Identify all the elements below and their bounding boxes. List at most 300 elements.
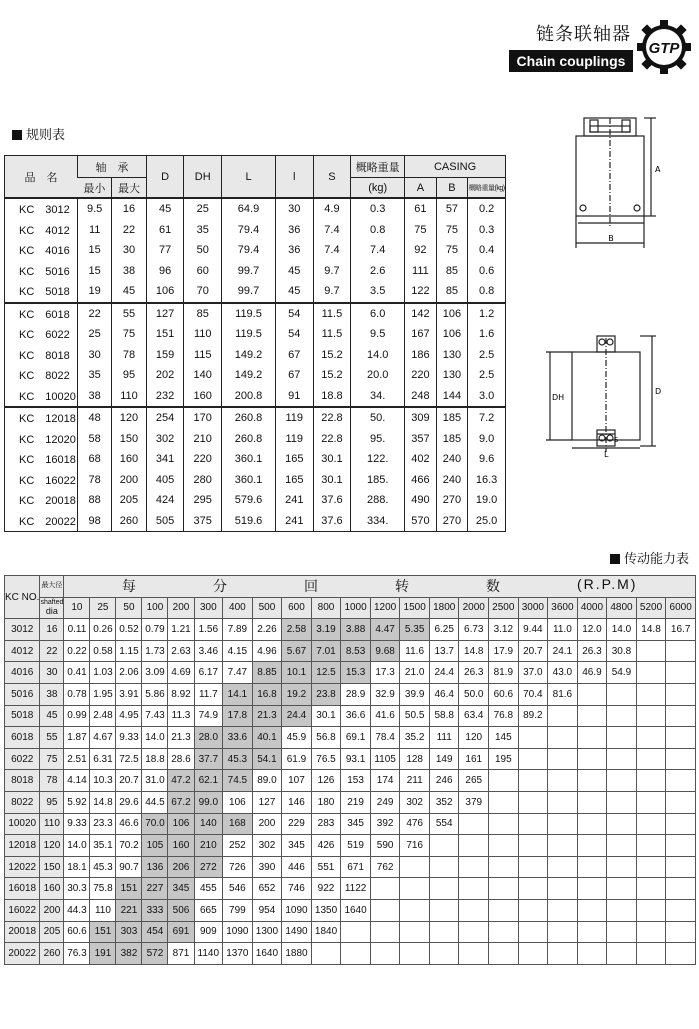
power-cell xyxy=(666,835,696,857)
spec-cell: 20.0 xyxy=(351,365,405,386)
power-cell: 47.2 xyxy=(168,770,194,792)
spec-row xyxy=(5,407,506,429)
spec-cell: 0.8 xyxy=(351,220,405,241)
spec-cell: 200 xyxy=(112,470,147,491)
power-cell: 726 xyxy=(223,856,253,878)
power-cell xyxy=(577,835,607,857)
power-cell xyxy=(666,727,696,749)
power-cell xyxy=(489,943,519,965)
power-cell xyxy=(400,899,430,921)
col-shaft-dia: shafted dia xyxy=(40,597,64,619)
power-cell: 106 xyxy=(168,813,194,835)
kc-model: 12018 xyxy=(5,835,40,857)
spec-cell: 78 xyxy=(112,345,147,366)
power-cell xyxy=(518,943,548,965)
power-cell: 6.17 xyxy=(194,662,223,684)
spec-cell: 0.4 xyxy=(468,240,506,261)
spec-cell: 165 xyxy=(275,470,313,491)
power-cell: 18.8 xyxy=(142,748,168,770)
power-cell: 392 xyxy=(370,813,400,835)
power-cell xyxy=(429,856,459,878)
kc-model: 8018 xyxy=(5,770,40,792)
power-cell: 665 xyxy=(194,899,223,921)
power-cell: 195 xyxy=(489,748,519,770)
spec-cell: 149.2 xyxy=(222,365,276,386)
power-cell: 105 xyxy=(142,835,168,857)
spec-cell: 75 xyxy=(405,220,437,241)
power-cell: 1840 xyxy=(311,921,341,943)
power-cell xyxy=(636,813,666,835)
spec-cell: 11.5 xyxy=(313,324,351,345)
spec-cell: 54 xyxy=(275,324,313,345)
power-cell: 26.3 xyxy=(577,640,607,662)
power-cell: 1140 xyxy=(194,943,223,965)
power-cell: 0.78 xyxy=(64,683,90,705)
power-cell: 454 xyxy=(142,921,168,943)
power-cell xyxy=(636,662,666,684)
spec-cell: 220 xyxy=(405,365,437,386)
power-cell xyxy=(489,835,519,857)
page-title-cn: 链条联轴器 xyxy=(536,24,631,45)
power-cell xyxy=(636,683,666,705)
spec-cell: 106 xyxy=(146,281,184,303)
col-kc-no: KC NO. xyxy=(5,576,40,619)
power-cell: 476 xyxy=(400,813,430,835)
power-cell: 333 xyxy=(142,899,168,921)
spec-cell: 122 xyxy=(405,281,437,303)
power-cell: 63.4 xyxy=(459,705,489,727)
power-row xyxy=(5,640,696,662)
power-cell: 60.6 xyxy=(489,683,519,705)
power-cell: 10.1 xyxy=(282,662,312,684)
power-cell: 554 xyxy=(429,813,459,835)
power-cell: 146 xyxy=(282,791,312,813)
power-cell xyxy=(577,943,607,965)
power-cell: 746 xyxy=(282,878,312,900)
spec-cell: 2.6 xyxy=(351,261,405,282)
power-row xyxy=(5,813,696,835)
power-cell: 24.4 xyxy=(429,662,459,684)
power-cell: 191 xyxy=(90,943,116,965)
spec-cell: 165 xyxy=(275,449,313,470)
power-cell xyxy=(429,835,459,857)
power-cell: 3.09 xyxy=(142,662,168,684)
power-cell xyxy=(341,943,371,965)
power-cell: 46.4 xyxy=(429,683,459,705)
col-B: B xyxy=(436,178,468,199)
power-row xyxy=(5,770,696,792)
power-cell: 13.7 xyxy=(429,640,459,662)
spec-cell: 309 xyxy=(405,407,437,429)
spec-cell: 334. xyxy=(351,511,405,532)
power-cell xyxy=(548,943,578,965)
power-cell: 14.0 xyxy=(64,835,90,857)
spec-cell: 79.4 xyxy=(222,220,276,241)
spec-cell: 270 xyxy=(436,490,468,511)
power-cell: 15.3 xyxy=(341,662,371,684)
power-cell: 74.9 xyxy=(194,705,223,727)
power-cell: 32.9 xyxy=(370,683,400,705)
spec-cell: 341 xyxy=(146,449,184,470)
spec-cell: 570 xyxy=(405,511,437,532)
power-cell: 572 xyxy=(142,943,168,965)
spec-cell: 61 xyxy=(405,198,437,220)
spec-row xyxy=(5,511,506,532)
spec-cell: 519.6 xyxy=(222,511,276,532)
spec-cell: 7.2 xyxy=(468,407,506,429)
power-cell xyxy=(400,921,430,943)
power-cell: 0.79 xyxy=(142,619,168,641)
power-cell: 219 xyxy=(341,791,371,813)
power-cell: 426 xyxy=(311,835,341,857)
power-cell xyxy=(636,791,666,813)
spec-cell: 241 xyxy=(275,511,313,532)
power-cell: 9.33 xyxy=(64,813,90,835)
model-name: KC 16022 xyxy=(19,474,76,487)
power-cell xyxy=(548,791,578,813)
power-cell: 35.2 xyxy=(400,727,430,749)
power-cell: 206 xyxy=(168,856,194,878)
speed-header: 500 xyxy=(252,597,282,619)
spec-cell: 0.8 xyxy=(468,281,506,303)
power-cell xyxy=(370,921,400,943)
power-row xyxy=(5,683,696,705)
spec-row xyxy=(5,240,506,261)
power-cell: 272 xyxy=(194,856,223,878)
spec-cell: 34. xyxy=(351,386,405,408)
power-cell: 50.5 xyxy=(400,705,430,727)
col-casing-weight: 概略重量(kg) xyxy=(468,178,506,199)
power-cell xyxy=(548,813,578,835)
power-cell: 922 xyxy=(311,878,341,900)
spec-cell: 45 xyxy=(112,281,147,303)
spec-cell: 270 xyxy=(436,511,468,532)
spec-cell: 19.0 xyxy=(468,490,506,511)
power-cell: 691 xyxy=(168,921,194,943)
spec-cell: 7.4 xyxy=(313,220,351,241)
power-cell xyxy=(459,921,489,943)
shaft-dia: 45 xyxy=(40,705,64,727)
power-cell xyxy=(370,943,400,965)
square-bullet-icon xyxy=(610,554,620,564)
power-cell: 446 xyxy=(282,856,312,878)
power-cell: 153 xyxy=(341,770,371,792)
spec-cell: 64.9 xyxy=(222,198,276,220)
power-cell: 762 xyxy=(370,856,400,878)
spec-cell: 119 xyxy=(275,429,313,450)
spec-row xyxy=(5,490,506,511)
power-cell xyxy=(489,899,519,921)
col-weight: 概略重量 xyxy=(351,156,405,178)
kc-model: 12022 xyxy=(5,856,40,878)
spec-cell: 70 xyxy=(184,281,222,303)
speed-header: 4000 xyxy=(577,597,607,619)
spec-cell: 240 xyxy=(436,449,468,470)
col-l: l xyxy=(275,156,313,199)
power-cell xyxy=(636,943,666,965)
spec-cell: 220 xyxy=(184,449,222,470)
shaft-dia: 22 xyxy=(40,640,64,662)
col-bore-min: 最小 xyxy=(78,178,112,199)
power-cell: 4.69 xyxy=(168,662,194,684)
power-cell xyxy=(636,878,666,900)
spec-cell: 232 xyxy=(146,386,184,408)
power-cell: 0.41 xyxy=(64,662,90,684)
spec-cell: 360.1 xyxy=(222,470,276,491)
col-L: L xyxy=(222,156,276,199)
power-cell: 30.3 xyxy=(64,878,90,900)
spec-cell: 505 xyxy=(146,511,184,532)
spec-cell: 48 xyxy=(78,407,112,429)
spec-cell: 149.2 xyxy=(222,345,276,366)
power-cell: 35.1 xyxy=(90,835,116,857)
power-cell xyxy=(577,770,607,792)
power-cell xyxy=(429,943,459,965)
spec-cell: 3.0 xyxy=(468,386,506,408)
spec-cell: 95 xyxy=(112,365,147,386)
power-cell: 379 xyxy=(459,791,489,813)
power-cell: 0.26 xyxy=(90,619,116,641)
power-cell: 70.4 xyxy=(518,683,548,705)
spec-row xyxy=(5,220,506,241)
power-cell xyxy=(607,878,637,900)
spec-cell: 0.6 xyxy=(468,261,506,282)
power-cell xyxy=(666,662,696,684)
spec-cell: 1.6 xyxy=(468,324,506,345)
power-cell: 2.48 xyxy=(90,705,116,727)
spec-cell: 99.7 xyxy=(222,261,276,282)
spec-row xyxy=(5,281,506,303)
power-cell xyxy=(666,921,696,943)
power-cell: 46.9 xyxy=(577,662,607,684)
spec-cell: 144 xyxy=(436,386,468,408)
spec-cell: 3.5 xyxy=(351,281,405,303)
power-cell xyxy=(607,813,637,835)
speed-header: 1200 xyxy=(370,597,400,619)
power-cell: 180 xyxy=(311,791,341,813)
power-cell: 8.92 xyxy=(168,683,194,705)
spec-cell: 25.0 xyxy=(468,511,506,532)
kc-model: 5016 xyxy=(5,683,40,705)
spec-cell: 185 xyxy=(436,429,468,450)
power-row xyxy=(5,705,696,727)
power-cell xyxy=(607,943,637,965)
power-cell: 56.8 xyxy=(311,727,341,749)
power-cell xyxy=(666,856,696,878)
power-cell: 11.3 xyxy=(168,705,194,727)
spec-cell: 106 xyxy=(436,303,468,325)
col-bore: 轴 承 xyxy=(78,156,147,178)
spec-cell: 75 xyxy=(436,240,468,261)
power-cell xyxy=(518,727,548,749)
speed-header: 2000 xyxy=(459,597,489,619)
power-cell: 110 xyxy=(90,899,116,921)
power-cell: 40.1 xyxy=(252,727,282,749)
svg-text:A: A xyxy=(655,165,661,174)
spec-cell: 9.7 xyxy=(313,281,351,303)
spec-cell: 150 xyxy=(112,429,147,450)
shaft-dia: 160 xyxy=(40,878,64,900)
power-cell: 11.7 xyxy=(194,683,223,705)
spec-cell: 1.2 xyxy=(468,303,506,325)
power-cell: 7.43 xyxy=(142,705,168,727)
speed-header: 1000 xyxy=(341,597,371,619)
spec-cell: 45 xyxy=(275,261,313,282)
kc-model: 8022 xyxy=(5,791,40,813)
spec-cell: 288. xyxy=(351,490,405,511)
kc-model: 3012 xyxy=(5,619,40,641)
power-cell: 14.8 xyxy=(90,791,116,813)
power-cell: 81.9 xyxy=(489,662,519,684)
kc-model: 10020 xyxy=(5,813,40,835)
power-cell: 111 xyxy=(429,727,459,749)
speed-header: 300 xyxy=(194,597,223,619)
power-cell: 345 xyxy=(282,835,312,857)
spec-row xyxy=(5,324,506,345)
power-cell: 519 xyxy=(341,835,371,857)
power-cell: 29.6 xyxy=(116,791,142,813)
speed-header: 1800 xyxy=(429,597,459,619)
power-cell: 76.3 xyxy=(64,943,90,965)
power-cell: 1880 xyxy=(282,943,312,965)
power-cell: 17.9 xyxy=(489,640,519,662)
power-cell xyxy=(489,791,519,813)
power-cell: 39.9 xyxy=(400,683,430,705)
power-cell: 33.6 xyxy=(223,727,253,749)
power-cell: 18.1 xyxy=(64,856,90,878)
spec-cell: 110 xyxy=(112,386,147,408)
power-cell: 120 xyxy=(459,727,489,749)
spec-cell: 0.3 xyxy=(468,220,506,241)
spec-section-title: 规则表 xyxy=(12,124,65,143)
power-cell xyxy=(577,878,607,900)
spec-cell: 30.1 xyxy=(313,470,351,491)
power-cell xyxy=(548,835,578,857)
power-cell: 44.3 xyxy=(64,899,90,921)
power-cell xyxy=(577,899,607,921)
model-name: KC 20018 xyxy=(19,495,76,508)
spec-cell: 55 xyxy=(112,303,147,325)
spec-cell: 120 xyxy=(112,407,147,429)
power-cell: 546 xyxy=(223,878,253,900)
power-cell: 4.96 xyxy=(252,640,282,662)
power-cell: 1.15 xyxy=(116,640,142,662)
spec-cell: 357 xyxy=(405,429,437,450)
power-cell: 11.0 xyxy=(548,619,578,641)
power-cell xyxy=(489,770,519,792)
spec-cell: 260.8 xyxy=(222,407,276,429)
power-cell: 9.44 xyxy=(518,619,548,641)
power-cell: 16.8 xyxy=(252,683,282,705)
power-cell: 17.3 xyxy=(370,662,400,684)
col-D: D xyxy=(146,156,184,199)
power-cell: 90.7 xyxy=(116,856,142,878)
power-cell xyxy=(518,878,548,900)
power-cell xyxy=(607,683,637,705)
power-cell xyxy=(548,705,578,727)
model-name: KC 5016 xyxy=(19,265,70,278)
power-cell xyxy=(548,878,578,900)
model-name: KC 6022 xyxy=(19,329,70,342)
power-cell: 227 xyxy=(142,878,168,900)
model-name: KC 5018 xyxy=(19,286,70,299)
power-cell: 54.9 xyxy=(607,662,637,684)
shaft-dia: 205 xyxy=(40,921,64,943)
power-row xyxy=(5,619,696,641)
power-cell xyxy=(666,943,696,965)
power-cell: 126 xyxy=(311,770,341,792)
power-cell: 28.0 xyxy=(194,727,223,749)
power-cell xyxy=(666,899,696,921)
power-cell xyxy=(518,856,548,878)
power-row xyxy=(5,791,696,813)
model-name: KC 3012 xyxy=(5,198,78,220)
spec-cell: 37.6 xyxy=(313,511,351,532)
power-cell: 2.63 xyxy=(168,640,194,662)
power-cell xyxy=(518,899,548,921)
spec-cell: 466 xyxy=(405,470,437,491)
power-cell: 1.73 xyxy=(142,640,168,662)
power-cell xyxy=(459,856,489,878)
power-cell xyxy=(548,770,578,792)
power-cell xyxy=(459,899,489,921)
power-cell: 70.2 xyxy=(116,835,142,857)
power-cell: 5.92 xyxy=(64,791,90,813)
power-cell xyxy=(607,770,637,792)
spec-cell: 9.7 xyxy=(313,261,351,282)
spec-cell: 45 xyxy=(146,198,184,220)
power-cell: 252 xyxy=(223,835,253,857)
coupling-drawing xyxy=(542,330,672,460)
spec-cell: 130 xyxy=(436,345,468,366)
spec-cell: 260.8 xyxy=(222,429,276,450)
power-cell: 3.46 xyxy=(194,640,223,662)
speed-header: 3600 xyxy=(548,597,578,619)
power-cell xyxy=(518,791,548,813)
spec-cell: 11 xyxy=(78,220,112,241)
power-cell: 302 xyxy=(400,791,430,813)
speed-header: 3000 xyxy=(518,597,548,619)
speed-header: 6000 xyxy=(666,597,696,619)
power-cell: 14.0 xyxy=(142,727,168,749)
power-row xyxy=(5,748,696,770)
power-cell: 24.4 xyxy=(282,705,312,727)
speed-header: 200 xyxy=(168,597,194,619)
power-cell: 44.5 xyxy=(142,791,168,813)
power-cell: 151 xyxy=(90,921,116,943)
power-cell: 160 xyxy=(168,835,194,857)
spec-cell: 302 xyxy=(146,429,184,450)
power-cell: 19.2 xyxy=(282,683,312,705)
power-cell: 23.8 xyxy=(311,683,341,705)
model-name: KC 4016 xyxy=(19,245,70,258)
power-cell xyxy=(370,878,400,900)
spec-cell: 30 xyxy=(275,198,313,220)
power-cell: 75.8 xyxy=(90,878,116,900)
spec-cell: 579.6 xyxy=(222,490,276,511)
spec-row xyxy=(5,470,506,491)
svg-text:GTP: GTP xyxy=(648,40,680,57)
power-cell xyxy=(429,878,459,900)
svg-text:L: L xyxy=(604,450,609,459)
power-cell: 11.6 xyxy=(400,640,430,662)
power-row xyxy=(5,878,696,900)
shaft-dia: 30 xyxy=(40,662,64,684)
power-cell xyxy=(548,899,578,921)
power-cell xyxy=(548,856,578,878)
power-cell xyxy=(636,727,666,749)
speed-header: 800 xyxy=(311,597,341,619)
